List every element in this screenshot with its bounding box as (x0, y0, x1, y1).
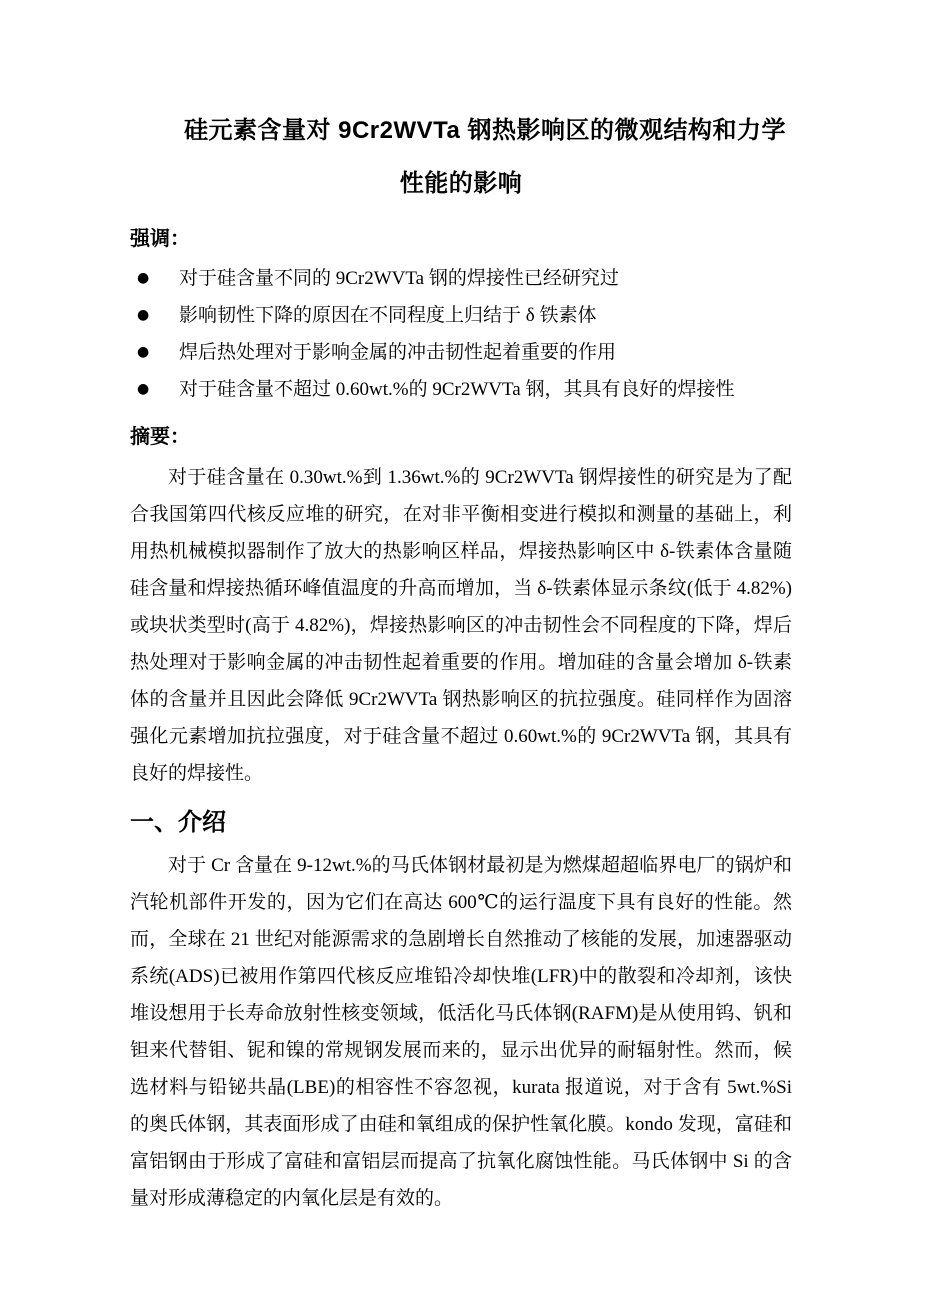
abstract-paragraph: 对于硅含量在 0.30wt.%到 1.36wt.%的 9Cr2WVTa 钢焊接性的研究是为了配合我国第四代核反应堆的研究，在对非平衡相变进行模拟和测量的基础上，利用热机械模拟器制作了放大的热影响区样品，焊接热影响区中 δ-铁素体含量随硅含量和焊接热循环峰值温度的升高而增加，当 δ-铁素体显示条纹(低于 4.82%)或块状类型时(高于 4.82%)，焊接热影响区的冲击韧性会不同程度的下降，焊后热处理对于影响金属的冲击韧性起着重要的作用。增加硅的含量会增加 δ-铁素体的含量并且因此会降低 9Cr2WVTa 钢热影响区的抗拉强度。硅同样作为固溶强化元素增加抗拉强度，对于硅含量不超过 0.60wt.%的 9Cr2WVTa 钢，其具有良好的焊接性。 (130, 467, 792, 784)
highlight-text: 对于硅含量不超过 0.60wt.%的 9Cr2WVTa 钢，其具有良好的焊接性 (179, 379, 735, 400)
highlight-item (130, 334, 792, 371)
highlight-text: 影响韧性下降的原因在不同程度上归结于 δ 铁素体 (179, 305, 597, 326)
highlight-item (130, 371, 792, 408)
abstract-heading: 摘要： (130, 426, 190, 448)
introduction-heading: 一、介绍 (130, 809, 226, 836)
page-title: 硅元素含量对 9Cr2WVTa 钢热影响区的微观结构和力学性能的影响 (183, 117, 787, 197)
highlight-item (130, 297, 792, 334)
highlights-heading: 强调： (130, 228, 190, 250)
bullet-icon: ● (137, 270, 150, 286)
highlight-item (130, 260, 792, 297)
introduction-paragraph: 对于 Cr 含量在 9-12wt.%的马氏体钢材最初是为燃煤超超临界电厂的锅炉和汽轮机部件开发的，因为它们在高达 600℃的运行温度下具有良好的性能。然而，全球在 21 世纪对能源需求的急剧增长自然推动了核能的发展，加速器驱动系统(ADS)已被用作第四代核反应堆铅冷却快堆(LFR)中的散裂和冷却剂，该快堆设想用于长寿命放射性核变领域，低活化马氏体钢(RAFM)是从使用钨、钒和钽来代替钼、铌和镍的常规钢发展而来的，显示出优异的耐辐射性。然而，候选材料与铅铋共晶(LBE)的相容性不容忽视，kurata 报道说，对于含有 5wt.%Si 的奥氏体钢，其表面形成了由硅和氧组成的保护性氧化膜。kondo 发现，富硅和富铝钢由于形成了富硅和富铝层而提高了抗氧化腐蚀性能。马氏体钢中 Si 的含量对形成薄稳定的内氧化层是有效的。 (130, 855, 792, 1209)
bullet-icon: ● (137, 381, 150, 397)
highlights-list (130, 260, 792, 408)
highlight-text: 对于硅含量不同的 9Cr2WVTa 钢的焊接性已经研究过 (179, 268, 619, 289)
bullet-icon: ● (137, 344, 150, 360)
bullet-icon: ● (137, 307, 150, 323)
highlight-text: 焊后热处理对于影响金属的冲击韧性起着重要的作用 (179, 342, 617, 363)
